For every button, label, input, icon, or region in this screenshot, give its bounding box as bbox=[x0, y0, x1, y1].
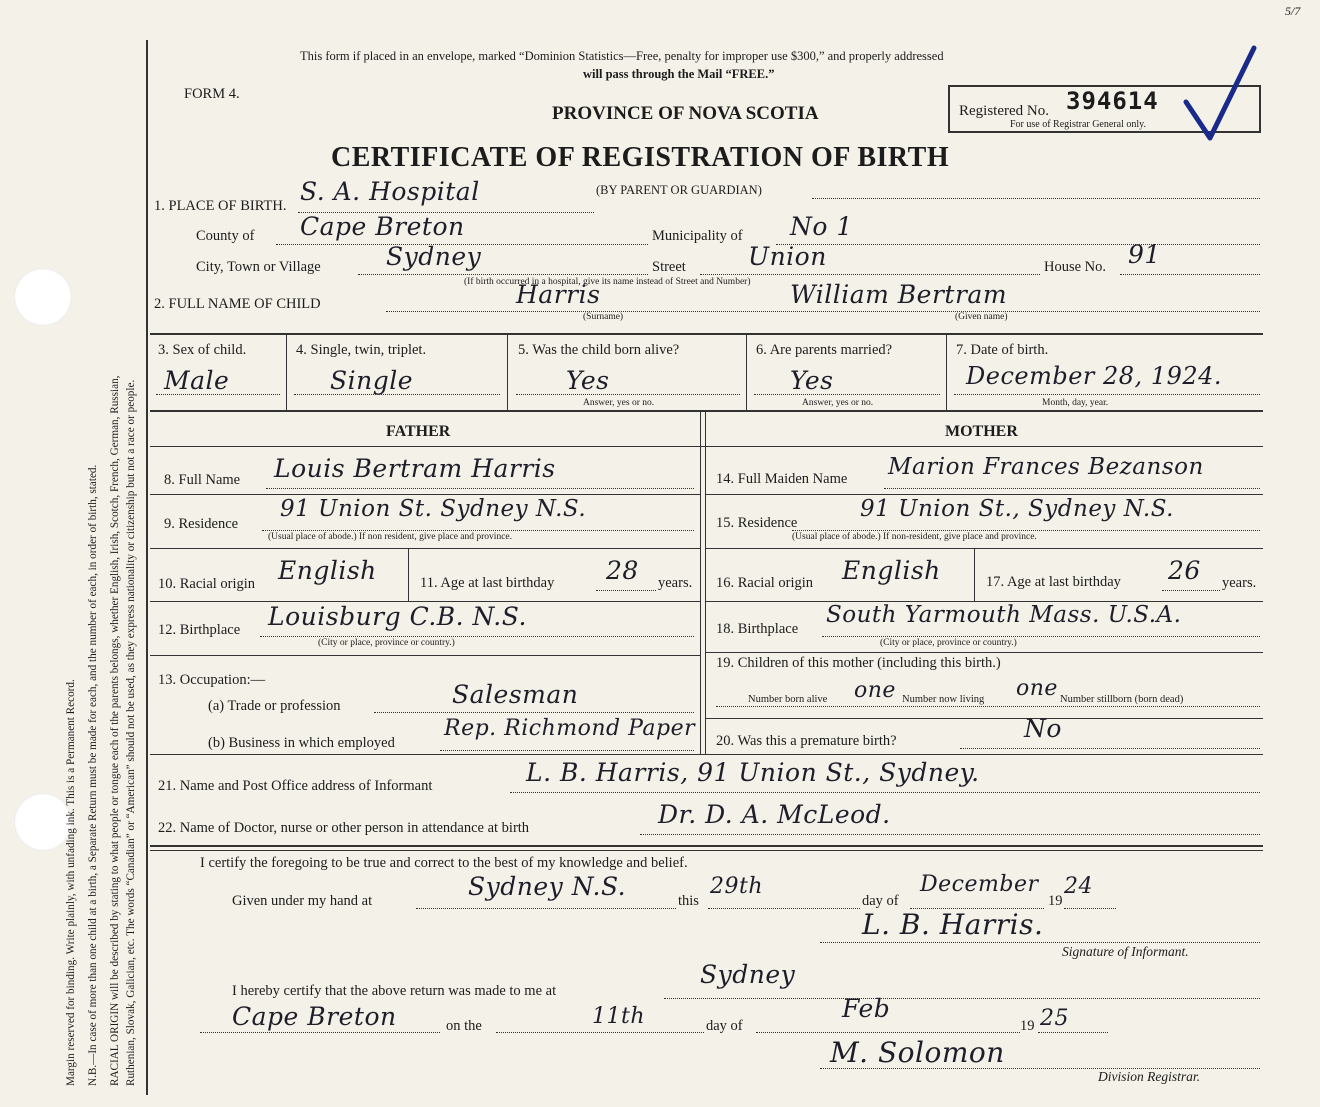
registrar-on-label: on the bbox=[446, 1018, 482, 1034]
registrar-caption: Division Registrar. bbox=[1098, 1069, 1201, 1084]
binding-hole-top bbox=[14, 268, 72, 326]
surname-caption: (Surname) bbox=[583, 312, 624, 322]
child-given-name: William Bertram bbox=[790, 280, 1008, 309]
county-value: Cape Breton bbox=[300, 212, 465, 241]
dob-note: Month, day, year. bbox=[1042, 398, 1109, 408]
corner-note: 5/7 bbox=[1285, 4, 1301, 18]
answer-note-married: Answer, yes or no. bbox=[802, 398, 874, 408]
mother-birthplace-note: (City or place, province or country.) bbox=[880, 638, 1017, 648]
margin-note-1: Margin reserved for binding. Write plainly, with unfading ink. This is a Permanent Record. bbox=[65, 679, 77, 1086]
registrar-day-of-label: day of bbox=[706, 1018, 743, 1034]
registrar-day: 11th bbox=[592, 1004, 646, 1029]
registrar-year-prefix: 19 bbox=[1020, 1018, 1035, 1034]
father-age: 28 bbox=[606, 556, 639, 585]
sex-value: Male bbox=[164, 366, 230, 395]
registrar-year: 25 bbox=[1040, 1006, 1069, 1031]
checkmark-icon bbox=[1180, 40, 1260, 150]
municipality-value: No 1 bbox=[790, 212, 853, 241]
father-birthplace: Louisburg C.B. N.S. bbox=[268, 602, 527, 631]
margin-note-2: N.B.—In case of more than one child at a birth, a Separate Return must be made for each, and the number of each, in order of birth, stated. bbox=[87, 464, 99, 1086]
registrar-signature: M. Solomon bbox=[830, 1036, 1005, 1069]
given-year: 24 bbox=[1064, 874, 1093, 899]
trade-label: (a) Trade or profession bbox=[208, 698, 341, 714]
certify-text: I certify the foregoing to be true and correct to the best of my knowledge and belief. bbox=[200, 855, 688, 871]
given-month: December bbox=[920, 872, 1039, 897]
mother-abode-note: (Usual place of abode.) If non-resident, give place and province. bbox=[792, 532, 1037, 542]
registrar-county: Cape Breton bbox=[232, 1002, 397, 1031]
born-alive-value: Yes bbox=[566, 366, 610, 395]
this-label: this bbox=[678, 893, 699, 909]
doctor-label: 22. Name of Doctor, nurse or other person in attendance at birth bbox=[158, 820, 530, 836]
mother-age: 26 bbox=[1168, 556, 1201, 585]
margin-note-4: Ruthenian, Slovak, Galician, etc. The words “Canadian” or “American” should not be used, as they express nationality or citizenship but not a race or people. bbox=[125, 379, 137, 1086]
father-birthplace-label: 12. Birthplace bbox=[158, 622, 241, 638]
father-years: years. bbox=[658, 575, 693, 591]
born-alive-count-label: Number born alive bbox=[748, 694, 828, 705]
form-number: FORM 4. bbox=[184, 86, 240, 102]
day-of-label: day of bbox=[862, 893, 899, 909]
mother-age-label: 17. Age at last birthday bbox=[986, 574, 1121, 590]
hospital-note: (If birth occurred in a hospital, give its name instead of Street and Number) bbox=[464, 277, 751, 287]
father-age-label: 11. Age at last birthday bbox=[420, 575, 555, 591]
premature-label: 20. Was this a premature birth? bbox=[716, 733, 897, 749]
certificate-title: CERTIFICATE OF REGISTRATION OF BIRTH bbox=[331, 142, 950, 173]
father-racial-label: 10. Racial origin bbox=[158, 576, 256, 592]
given-name-caption: (Given name) bbox=[955, 312, 1008, 322]
now-living-count: one bbox=[1016, 676, 1058, 701]
trade-value: Salesman bbox=[452, 680, 579, 709]
father-birthplace-note: (City or place, province or country.) bbox=[318, 638, 455, 648]
father-racial: English bbox=[278, 556, 377, 585]
province-heading: PROVINCE OF NOVA SCOTIA bbox=[552, 103, 819, 124]
now-living-label: Number now living bbox=[902, 694, 985, 705]
father-abode-note: (Usual place of abode.) If non resident, give place and province. bbox=[268, 532, 512, 542]
place-of-birth-value: S. A. Hospital bbox=[300, 177, 480, 206]
plurality-label: 4. Single, twin, triplet. bbox=[296, 342, 427, 358]
dob-value: December 28, 1924. bbox=[966, 362, 1223, 390]
child-surname: Harris bbox=[516, 280, 601, 309]
mother-racial-label: 16. Racial origin bbox=[716, 575, 814, 591]
stillborn-label: Number stillborn (born dead) bbox=[1060, 694, 1184, 705]
born-alive-label: 5. Was the child born alive? bbox=[518, 342, 680, 358]
county-label: County of bbox=[196, 228, 255, 244]
answer-note-alive: Answer, yes or no. bbox=[583, 398, 655, 408]
father-name-label: 8. Full Name bbox=[164, 472, 241, 488]
given-year-prefix: 19 bbox=[1048, 893, 1063, 909]
margin-note-3: RACIAL ORIGIN will be described by stating to what people or tongue each of the parents belongs, whether English, Irish, Scotch, French, German, Russian, bbox=[109, 375, 121, 1086]
top-notice-line-1: This form if placed in an envelope, marked “Dominion Statistics—Free, penalty for improper use $300,” and properly addressed bbox=[300, 49, 944, 63]
mother-heading: MOTHER bbox=[945, 423, 1018, 440]
place-of-birth-label: 1. PLACE OF BIRTH. bbox=[154, 198, 287, 214]
mother-racial: English bbox=[842, 556, 941, 585]
parents-married-label: 6. Are parents married? bbox=[756, 342, 893, 358]
child-name-label: 2. FULL NAME OF CHILD bbox=[154, 296, 321, 312]
mother-name-label: 14. Full Maiden Name bbox=[716, 471, 848, 487]
city-value: Sydney bbox=[386, 242, 482, 271]
registrar-general-note: For use of Registrar General only. bbox=[1010, 119, 1146, 130]
informant-signature-caption: Signature of Informant. bbox=[1062, 944, 1189, 959]
house-number-label: House No. bbox=[1044, 259, 1107, 275]
registrar-place: Sydney bbox=[700, 960, 796, 989]
dob-label: 7. Date of birth. bbox=[956, 342, 1049, 358]
mother-birthplace: South Yarmouth Mass. U.S.A. bbox=[826, 602, 1182, 628]
street-value: Union bbox=[748, 242, 827, 271]
mother-name: Marion Frances Bezanson bbox=[888, 454, 1204, 480]
top-notice-line-2: will pass through the Mail “FREE.” bbox=[583, 67, 775, 81]
registered-number: 394614 bbox=[1066, 87, 1159, 115]
informant-label: 21. Name and Post Office address of Informant bbox=[158, 778, 433, 794]
given-at-label: Given under my hand at bbox=[232, 893, 373, 909]
business-value: Rep. Richmond Paper bbox=[444, 716, 696, 741]
mother-residence: 91 Union St., Sydney N.S. bbox=[860, 496, 1174, 522]
occupation-label: 13. Occupation:— bbox=[158, 672, 266, 688]
born-alive-count: one bbox=[854, 678, 896, 703]
registrar-month: Feb bbox=[842, 994, 891, 1023]
father-heading: FATHER bbox=[386, 423, 451, 440]
city-label: City, Town or Village bbox=[196, 259, 321, 275]
doctor-value: Dr. D. A. McLeod. bbox=[658, 800, 891, 829]
given-day: 29th bbox=[710, 874, 764, 899]
parent-guardian-note: (BY PARENT OR GUARDIAN) bbox=[596, 183, 762, 197]
informant-value: L. B. Harris, 91 Union St., Sydney. bbox=[526, 758, 980, 787]
margin-rule bbox=[146, 40, 148, 1095]
registered-label: Registered No. bbox=[959, 103, 1049, 119]
plurality-value: Single bbox=[330, 366, 414, 395]
given-at-place: Sydney N.S. bbox=[468, 872, 627, 901]
father-name: Louis Bertram Harris bbox=[274, 454, 556, 483]
father-residence: 91 Union St. Sydney N.S. bbox=[280, 496, 587, 522]
house-number-value: 91 bbox=[1128, 240, 1161, 269]
registrar-text: I hereby certify that the above return was made to me at bbox=[232, 983, 557, 999]
street-label: Street bbox=[652, 259, 686, 275]
sex-label: 3. Sex of child. bbox=[158, 342, 247, 358]
father-residence-label: 9. Residence bbox=[164, 516, 239, 532]
premature-value: No bbox=[1024, 714, 1062, 743]
mother-birthplace-label: 18. Birthplace bbox=[716, 621, 799, 637]
informant-signature: L. B. Harris. bbox=[862, 908, 1044, 941]
mother-residence-label: 15. Residence bbox=[716, 515, 798, 531]
parents-married-value: Yes bbox=[790, 366, 834, 395]
municipality-label: Municipality of bbox=[652, 228, 743, 244]
mother-years: years. bbox=[1222, 575, 1257, 591]
children-label: 19. Children of this mother (including this birth.) bbox=[716, 655, 1001, 671]
business-label: (b) Business in which employed bbox=[208, 735, 395, 751]
